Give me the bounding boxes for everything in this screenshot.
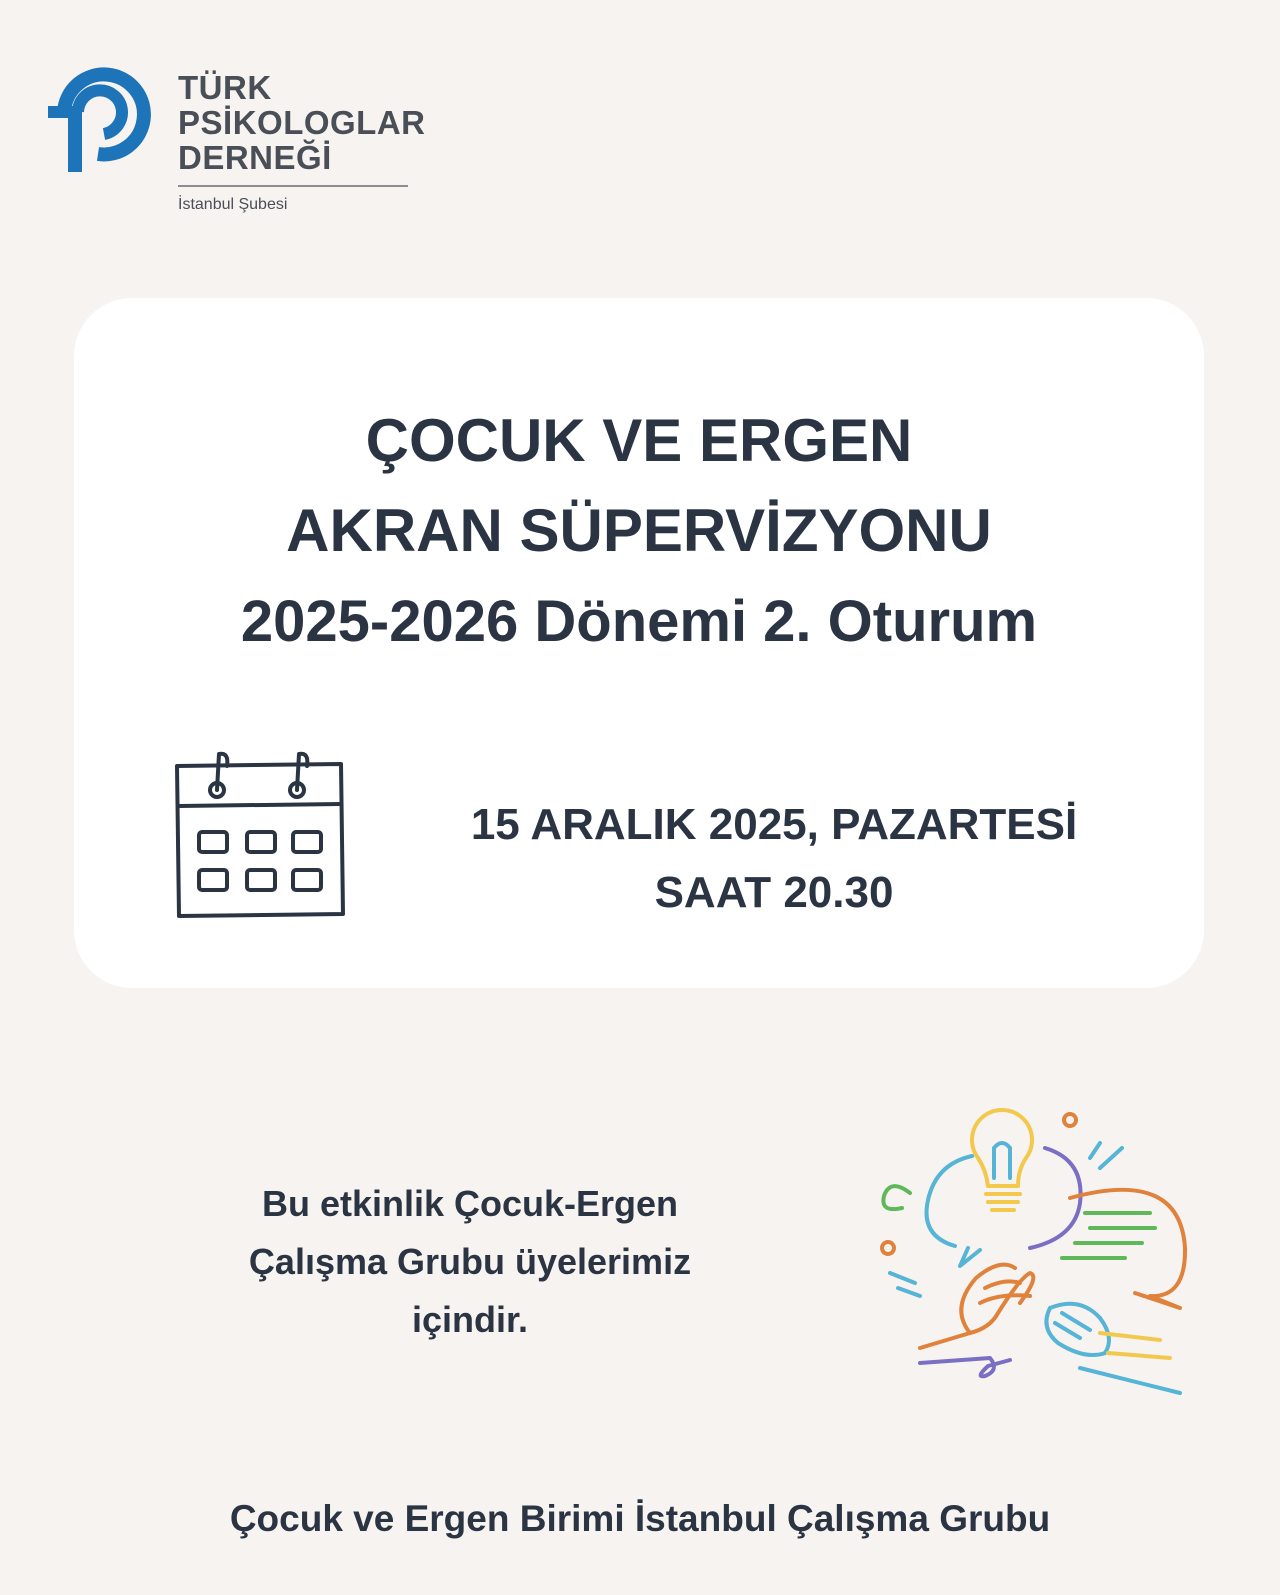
audience-note-line-3: içindir. <box>411 1299 529 1340</box>
logo-line-2: PSİKOLOGLAR <box>178 104 426 141</box>
event-date: 15 ARALIK 2025, PAZARTESİ <box>470 800 1078 849</box>
event-title-line-1: ÇOCUK VE ERGEN <box>365 407 913 474</box>
calendar-icon <box>171 750 351 930</box>
logo-line-3: DERNEĞİ <box>178 139 332 176</box>
logo-mark-icon <box>46 50 156 180</box>
logo-wordmark <box>178 70 426 175</box>
collaboration-illustration-icon <box>880 1108 1210 1418</box>
event-time: SAAT 20.30 <box>654 868 894 917</box>
logo-divider <box>178 185 408 187</box>
event-title-line-3: 2025-2026 Dönemi 2. Oturum <box>240 589 1038 654</box>
footer-group-name: Çocuk ve Ergen Birimi İstanbul Çalışma Grubu <box>229 1498 1051 1539</box>
event-title-line-2: AKRAN SÜPERVİZYONU <box>286 497 992 564</box>
audience-note <box>190 1175 750 1349</box>
logo-subtitle: İstanbul Şubesi <box>178 196 288 213</box>
audience-note-line-1: Bu etkinlik Çocuk-Ergen <box>261 1183 679 1224</box>
event-card <box>74 298 1204 988</box>
audience-note-line-2: Çalışma Grubu üyelerimiz <box>248 1241 692 1282</box>
logo <box>46 50 426 230</box>
logo-line-1: TÜRK <box>178 69 272 106</box>
